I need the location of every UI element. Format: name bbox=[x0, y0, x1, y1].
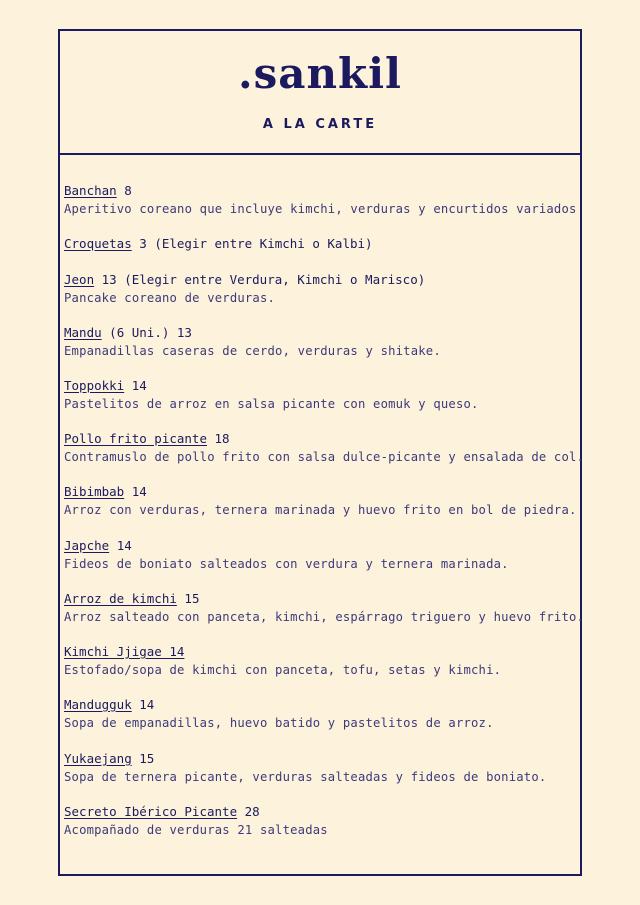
brand-logo: .sankil bbox=[237, 49, 403, 98]
menu-item-toppokki bbox=[64, 377, 479, 413]
menu-item-yukaejang bbox=[64, 750, 546, 786]
item-price: 14 bbox=[131, 484, 147, 499]
menu-item-banchan bbox=[64, 182, 577, 218]
item-description: Arroz con verduras, ternera marinada y huevo frito en bol de piedra. bbox=[64, 503, 577, 517]
menu-item-jeon bbox=[64, 271, 425, 307]
item-price: 15 bbox=[184, 591, 200, 606]
menu-item-secreto-iberico bbox=[64, 803, 328, 839]
item-price: 14 bbox=[116, 538, 132, 553]
item-name: Croquetas bbox=[64, 236, 132, 251]
item-price: 18 bbox=[214, 431, 230, 446]
item-name: Bibimbab bbox=[64, 484, 125, 499]
item-price: 15 bbox=[139, 751, 155, 766]
item-name: Banchan bbox=[64, 183, 117, 198]
item-price: 8 bbox=[124, 183, 132, 198]
item-price: (6 Uni.) 13 bbox=[109, 325, 192, 340]
menu-item-kimchi-jjigae bbox=[64, 643, 501, 679]
item-price: 3 (Elegir entre Kimchi o Kalbi) bbox=[139, 236, 373, 251]
item-description: Pancake coreano de verduras. bbox=[64, 291, 276, 305]
item-name: Mandugguk bbox=[64, 697, 132, 712]
item-price: 13 (Elegir entre Verdura, Kimchi o Marisco) bbox=[101, 272, 426, 287]
menu-item-arroz-kimchi bbox=[64, 590, 584, 626]
item-description: Sopa de ternera picante, verduras salteadas y fideos de boniato. bbox=[64, 770, 547, 784]
item-description: Acompañado de verduras 21 salteadas bbox=[64, 823, 328, 837]
item-description: Fideos de boniato salteados con verdura y ternera marinada. bbox=[64, 557, 509, 571]
menu-item-pollo-frito bbox=[64, 430, 584, 466]
item-name: Japche bbox=[64, 538, 110, 553]
item-description: Contramuslo de pollo frito con salsa dulce-picante y ensalada de col. bbox=[64, 450, 585, 464]
item-price: 28 bbox=[244, 804, 260, 819]
item-name: Yukaejang bbox=[64, 751, 132, 766]
item-description: Aperitivo coreano que incluye kimchi, verduras y encurtidos variados bbox=[64, 202, 577, 216]
item-name: Kimchi Jjigae 14 bbox=[64, 644, 185, 659]
menu-header bbox=[60, 31, 580, 155]
menu-item-japche bbox=[64, 537, 509, 573]
item-name: Pollo frito picante bbox=[64, 431, 207, 446]
item-description: Sopa de empanadillas, huevo batido y pastelitos de arroz. bbox=[64, 716, 494, 730]
item-price: 14 bbox=[131, 378, 147, 393]
item-name: Mandu bbox=[64, 325, 102, 340]
item-name: Jeon bbox=[64, 272, 95, 287]
item-price: 14 bbox=[139, 697, 155, 712]
menu-item-mandu bbox=[64, 324, 441, 360]
item-name: Arroz de kimchi bbox=[64, 591, 177, 606]
item-description: Estofado/sopa de kimchi con panceta, tofu, setas y kimchi. bbox=[64, 663, 502, 677]
menu-subtitle: A LA CARTE bbox=[262, 117, 378, 132]
item-description: Arroz salteado con panceta, kimchi, espárrago triguero y huevo frito. bbox=[64, 610, 585, 624]
item-description: Empanadillas caseras de cerdo, verduras y shitake. bbox=[64, 344, 441, 358]
item-name: Toppokki bbox=[64, 378, 125, 393]
menu-item-croquetas bbox=[64, 235, 373, 253]
menu-item-mandugguk bbox=[64, 696, 494, 732]
item-name: Secreto Ibérico Picante bbox=[64, 804, 238, 819]
menu-item-bibimbab bbox=[64, 483, 577, 519]
item-description: Pastelitos de arroz en salsa picante con eomuk y queso. bbox=[64, 397, 479, 411]
